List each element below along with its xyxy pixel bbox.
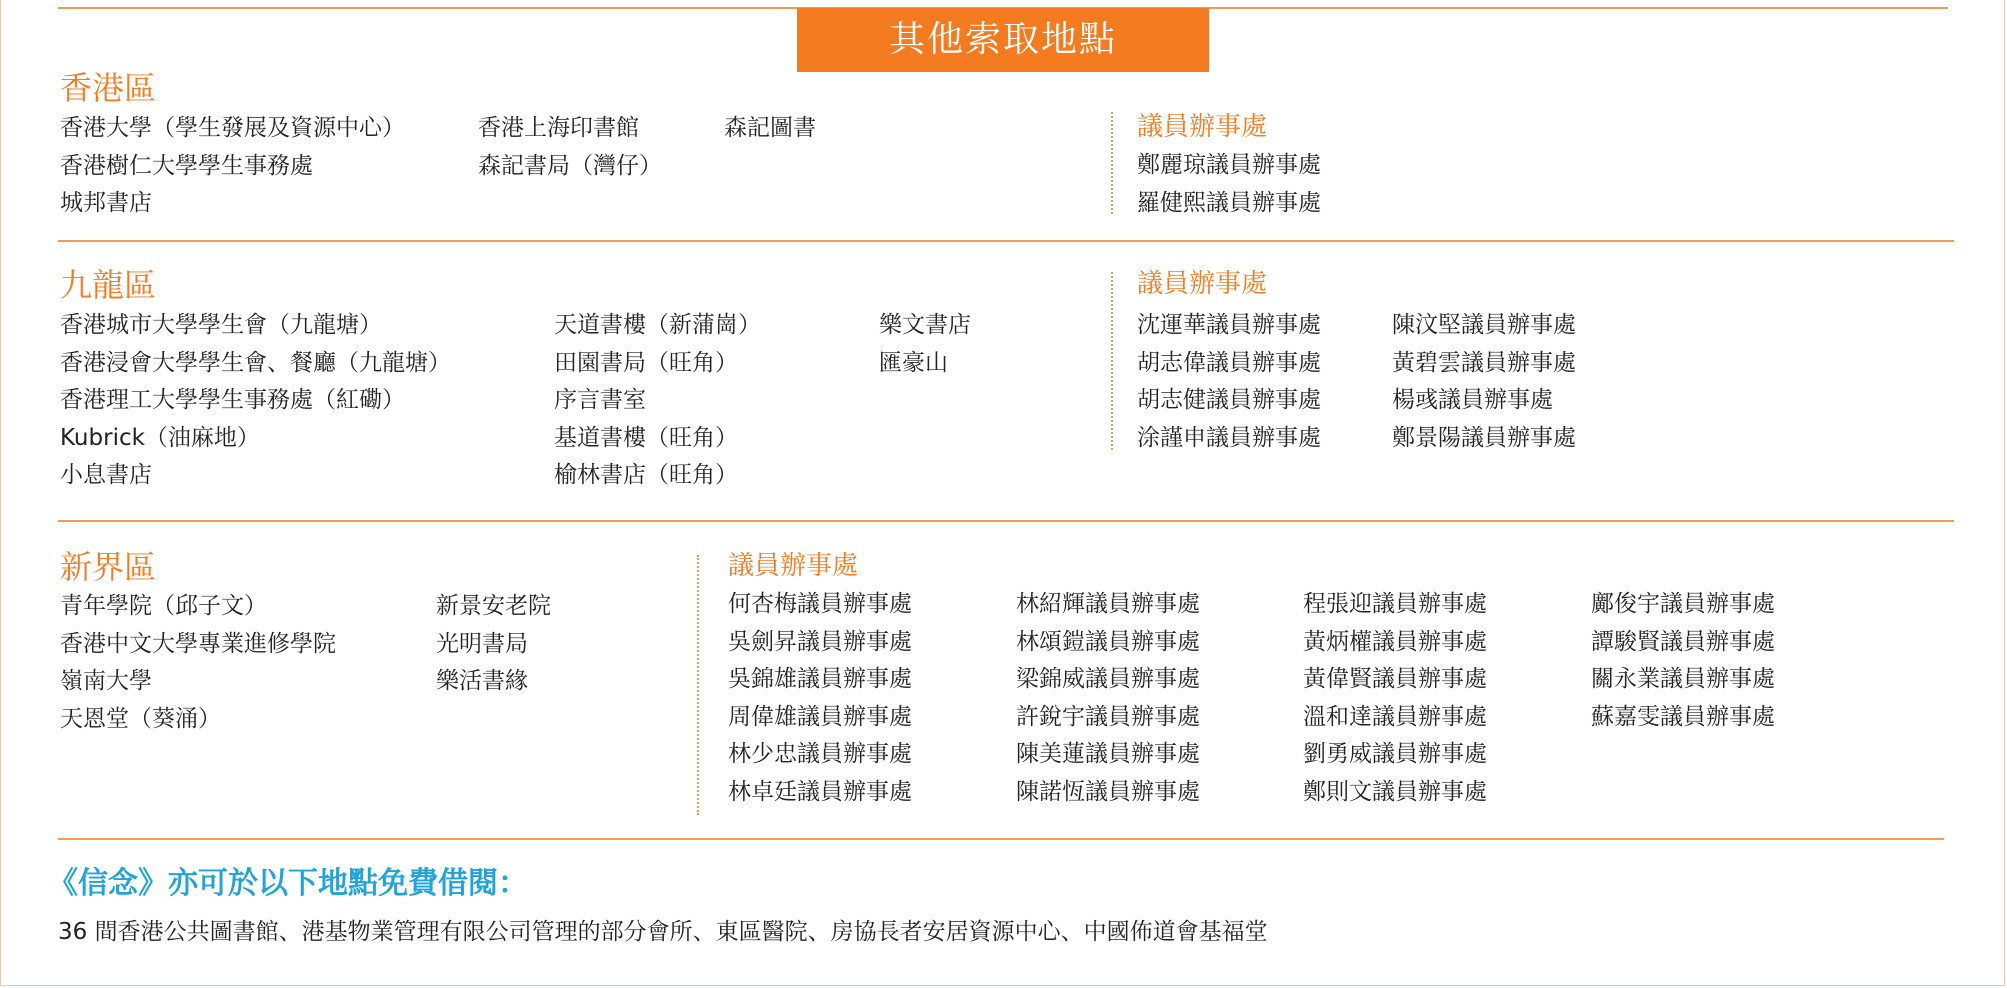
list-item: 黃碧雲議員辦事處 [1392,349,1576,376]
list-item: 吳錦雄議員辦事處 [728,666,912,692]
footer-title: 《信念》亦可於以下地點免費借閱： [48,866,528,901]
list-item: 林卓廷議員辦事處 [728,778,912,805]
kln-office-list-b [1392,307,1576,457]
list-item: 楊彧議員辦事處 [1392,387,1553,413]
list-item: 胡志健議員辦事處 [1137,387,1321,413]
nt-list-col1 [60,588,336,738]
list-item: 羅健熙議員辦事處 [1137,189,1321,216]
list-item: 陳美蓮議員辦事處 [1016,741,1200,767]
list-item: 鄭麗琼議員辦事處 [1137,152,1321,178]
hk-list-col3 [724,110,816,148]
list-item: 小息書店 [60,462,152,488]
region-title-kln: 九龍區 [60,266,157,304]
list-item: 溫和達議員辦事處 [1303,703,1487,730]
list-item: 香港樹仁大學學生事務處 [60,152,313,179]
list-item: 林紹輝議員辦事處 [1016,591,1200,617]
hk-list-col1 [60,110,405,223]
list-item: 劉勇威議員辦事處 [1303,741,1487,767]
hk-divider [1111,112,1113,214]
hk-office-title: 議員辦事處 [1137,112,1268,142]
region-title-nt: 新界區 [60,548,157,586]
section-banner: 其他索取地點 [797,8,1209,72]
nt-office-title: 議員辦事處 [728,551,859,581]
nt-office-list-a [728,586,912,811]
list-item: 林少忠議員辦事處 [728,741,912,767]
list-item: 鄺俊宇議員辦事處 [1591,591,1775,617]
region-title-hk: 香港區 [60,69,157,107]
kln-divider [1111,272,1113,450]
list-item: 吳劍昇議員辦事處 [728,628,912,655]
list-item: Kubrick（油麻地） [60,424,260,451]
list-item: 序言書室 [554,387,646,413]
list-item: 青年學院（邱子文） [60,593,267,619]
list-item: 胡志偉議員辦事處 [1137,349,1321,376]
list-item: 蘇嘉雯議員辦事處 [1591,703,1775,730]
list-item: 許銳宇議員辦事處 [1016,703,1200,730]
list-item: 新景安老院 [436,593,551,619]
list-item: 森記書局（灣仔） [478,152,662,179]
list-item: 香港理工大學學生事務處（紅磡） [60,387,405,413]
nt-divider [697,555,699,815]
list-item: 香港上海印書館 [478,115,639,141]
kln-list-col2 [554,307,761,495]
list-item: 關永業議員辦事處 [1591,666,1775,692]
list-item: 沈運華議員辦事處 [1137,312,1321,338]
nt-office-list-d [1591,586,1775,736]
nt-office-list-b [1016,586,1200,811]
list-item: 樂文書店 [879,312,971,338]
nt-list-col2 [436,588,551,701]
list-item: 樂活書緣 [436,668,528,694]
rule-kln-nt [58,520,1954,522]
list-item: 周偉雄議員辦事處 [728,703,912,730]
list-item: 香港大學（學生發展及資源中心） [60,115,405,141]
list-item: 榆林書店（旺角） [554,462,738,488]
list-item: 鄭則文議員辦事處 [1303,778,1487,805]
list-item: 香港浸會大學學生會、餐廳（九龍塘） [60,349,451,376]
list-item: 森記圖書 [724,115,816,141]
kln-office-list-a [1137,307,1321,457]
list-item: 天道書樓（新蒲崗） [554,312,761,338]
list-item: 匯豪山 [879,349,948,376]
list-item: 嶺南大學 [60,668,152,694]
list-item: 田園書局（旺角） [554,349,738,376]
list-item: 天恩堂（葵涌） [60,705,221,732]
hk-office-list [1137,147,1321,222]
list-item: 黃偉賢議員辦事處 [1303,666,1487,692]
list-item: 基道書樓（旺角） [554,424,738,451]
list-item: 香港城市大學學生會（九龍塘） [60,312,382,338]
kln-list-col1 [60,307,451,495]
hk-list-col2 [478,110,662,185]
rule-footer [58,838,1944,840]
nt-office-list-c [1303,586,1487,811]
list-item: 程張迎議員辦事處 [1303,591,1487,617]
kln-list-col3 [879,307,971,382]
kln-office-title: 議員辦事處 [1137,269,1268,299]
footer-text: 36 間香港公共圖書館、港基物業管理有限公司管理的部分會所、東區醫院、房協長者安居資源中心、中國佈道會基福堂 [58,919,1268,945]
list-item: 鄭景陽議員辦事處 [1392,424,1576,451]
list-item: 城邦書店 [60,190,152,216]
list-item: 香港中文大學專業進修學院 [60,630,336,657]
list-item: 林頌鎧議員辦事處 [1016,628,1200,655]
rule-hk-kln [58,240,1954,242]
list-item: 涂謹申議員辦事處 [1137,424,1321,451]
list-item: 梁錦威議員辦事處 [1016,666,1200,692]
list-item: 陳汶堅議員辦事處 [1392,312,1576,338]
list-item: 光明書局 [436,630,528,657]
list-item: 黃炳權議員辦事處 [1303,628,1487,655]
list-item: 陳諾恆議員辦事處 [1016,778,1200,805]
list-item: 何杏梅議員辦事處 [728,591,912,617]
list-item: 譚駿賢議員辦事處 [1591,628,1775,655]
